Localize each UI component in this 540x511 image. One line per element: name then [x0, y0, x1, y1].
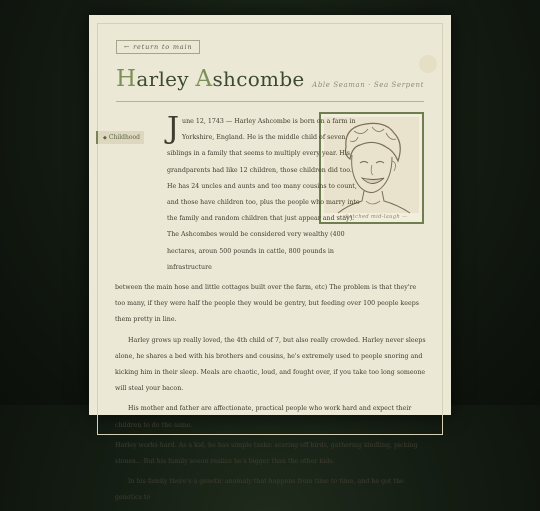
page-title [116, 66, 305, 92]
portrait-caption: — sketched mid-laugh — [335, 214, 408, 220]
header-divider [116, 101, 424, 102]
title-first-rest: arley [136, 67, 189, 91]
title-last-rest: shcombe [212, 67, 305, 91]
title-initial-last: A [195, 66, 213, 92]
return-to-main-button[interactable]: ← return to main [116, 40, 200, 54]
tab-childhood-label: Childhood [108, 134, 140, 141]
bio-paragraph-1 [167, 111, 363, 276]
bio-paragraph-2: Harley grows up really loved, the 4th child of 7, but also really crowded. Harley never sleeps alone, he shares a bed with his brothers and cousins, he's extremely used to people snoring and kicking him in their sleep. Meals are chaotic, loud, and fought over, if you take too long someone will steal your bacon. [115, 336, 426, 393]
character-role: Able Seaman · Sea Serpent [312, 81, 424, 89]
title-initial-first: H [116, 66, 137, 92]
corner-ornament [419, 55, 437, 73]
bio-paragraph-4: Harley works hard. As a kid, he has simple tasks: scaring off birds, gathering kindling, picking stones... But his family sooon realize he's bigger than the other kids. [115, 441, 418, 466]
drop-cap: J [167, 111, 180, 146]
biography-text [115, 111, 427, 511]
profile-page [89, 15, 451, 502]
bio-paragraph-3: His mother and father are affectionate, practical people who work hard and expect their children to do the same. [115, 405, 412, 429]
bio-paragraph-5: In his family there's a genetic anomaly that happens from time to time, and he got the genetics to [115, 478, 404, 502]
diamond-icon: ◆ [103, 135, 107, 141]
bio-paragraph-1-tail: between the main hose and little cottages built over the farm, etc) The problem is that they're too many, if they were half the people they would be gentry, but feeding over 100 people keeps them pretty in line. [115, 284, 419, 324]
bio-paragraph-1-text: une 12, 1743 — Harley Ashcombe is born on a farm in Yorkshire, England. He is the middle child of seven siblings in a family that seems to multiply every year. His grandparents had like 12 children, those children did too. He has 24 uncles and aunts and too many cousins to count, and those have children too, plus the people who marry into the family and random children that just appear and stay). The Ashcombes would be considered very wealthy (400 hectares, aroun 500 pounds in cattle, 800 pounds in infrastructure [167, 118, 360, 271]
